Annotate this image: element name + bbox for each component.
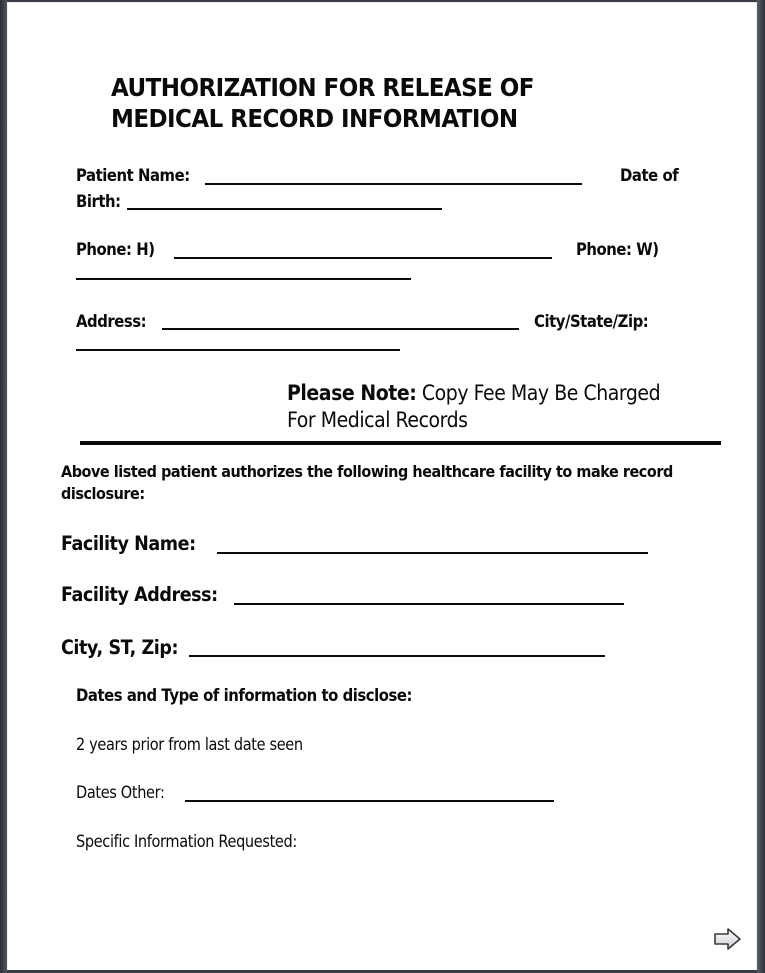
phone-home-label: Phone: H) (76, 240, 155, 259)
specific-info-label: Specific Information Requested: (76, 832, 297, 851)
phone-home-field[interactable] (174, 257, 552, 259)
copy-fee-text: Copy Fee May Be Charged (416, 381, 661, 405)
viewer-frame-left (0, 0, 7, 973)
please-note-label: Please Note: (287, 381, 417, 405)
copy-fee-note-line-1 (287, 380, 660, 406)
city-st-zip-field[interactable] (189, 655, 605, 657)
date-of-birth-label: Date of (620, 166, 679, 185)
address-label: Address: (76, 312, 147, 331)
copy-fee-note-line-2: For Medical Records (287, 408, 468, 432)
default-date-range: 2 years prior from last date seen (76, 735, 303, 754)
phone-work-field[interactable] (76, 278, 411, 280)
phone-work-label: Phone: W) (576, 240, 659, 259)
city-state-zip-label: City/State/Zip: (534, 312, 649, 331)
disclosure-heading: Dates and Type of information to disclose: (76, 686, 413, 705)
dates-other-field[interactable] (185, 800, 554, 802)
address-field[interactable] (162, 328, 519, 330)
document-title-line-1: AUTHORIZATION FOR RELEASE OF (111, 73, 534, 102)
city-st-zip-label: City, ST, Zip: (61, 636, 179, 659)
document-page (7, 2, 757, 970)
patient-name-label: Patient Name: (76, 166, 190, 185)
city-state-zip-field[interactable] (76, 349, 400, 351)
facility-name-label: Facility Name: (61, 532, 196, 555)
dates-other-label: Dates Other: (76, 783, 165, 802)
facility-address-label: Facility Address: (61, 583, 218, 606)
patient-name-field[interactable] (205, 183, 582, 185)
birth-label: Birth: (76, 192, 121, 211)
authorization-statement-line-1: Above listed patient authorizes the following healthcare facility to make record (61, 462, 673, 481)
date-of-birth-field[interactable] (127, 208, 442, 210)
facility-name-field[interactable] (217, 552, 648, 554)
viewer-frame-right (757, 0, 765, 973)
arrow-right-icon[interactable] (713, 926, 743, 952)
facility-address-field[interactable] (234, 603, 624, 605)
authorization-statement-line-2: disclosure: (61, 484, 145, 503)
section-divider (80, 441, 721, 445)
document-title-line-2: MEDICAL RECORD INFORMATION (111, 104, 518, 133)
